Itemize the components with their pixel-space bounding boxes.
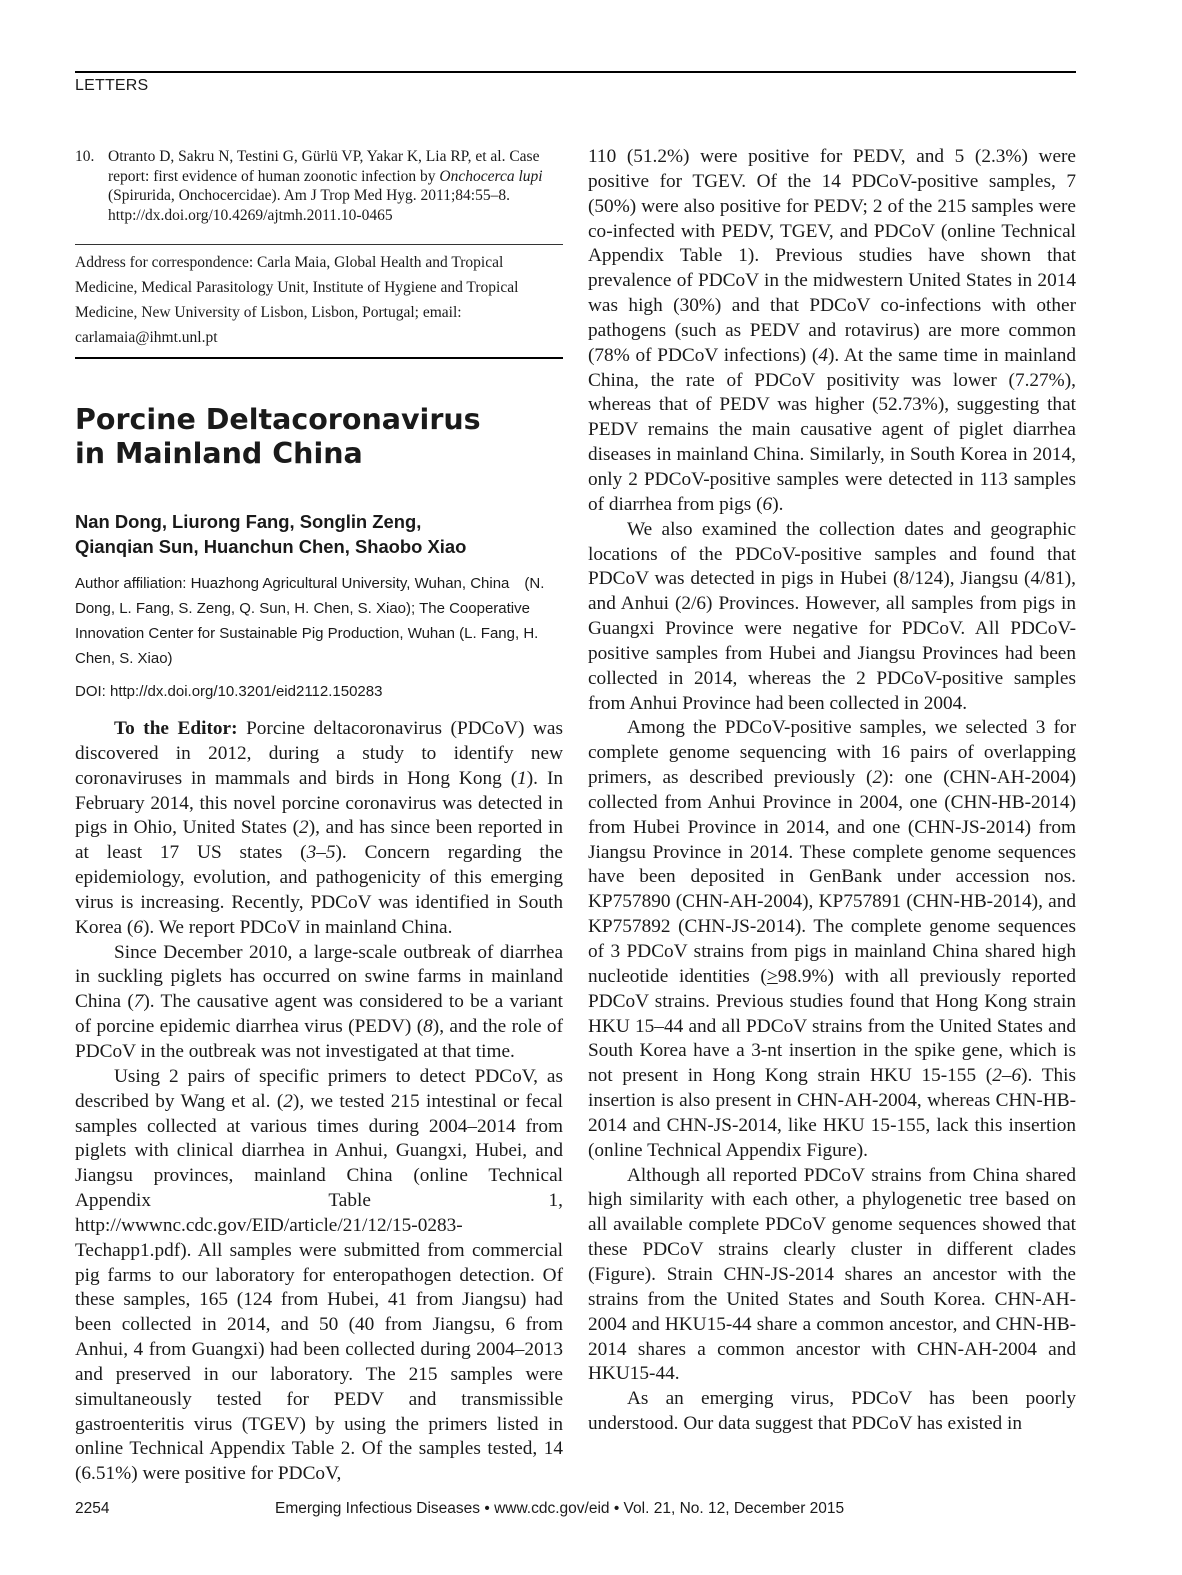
to-the-editor-lead: To the Editor: (114, 718, 238, 739)
article-doi: DOI: http://dx.doi.org/10.3201/eid2112.150283 (75, 683, 383, 700)
body-column-right (588, 145, 1076, 1437)
author-affiliation: Author affiliation: Huazhong Agricultural University, Wuhan, China (N. Dong, L. Fang, S. Zeng, Q. Sun, H. Chen, S. Xiao); The Cooperative Innovation Center for Sustainable Pig Production, Wuhan (L. Fang, H. Chen, S. Xiao) (75, 575, 545, 667)
body-paragraph: Since December 2010, a large-scale outbreak of diarrhea in suckling piglets has occurred on swine farms in mainland China (7). The causative agent was considered to be a variant of porcine epidemic diarrhea virus (PEDV) (8), and the role of PDCoV in the outbreak was not investigated at that time. (75, 941, 563, 1062)
body-paragraph: As an emerging virus, PDCoV has been poorly understood. Our data suggest that PDCoV has existed in (588, 1388, 1076, 1435)
body-paragraph: Among the PDCoV-positive samples, we selected 3 for complete genome sequencing with 16 pairs of overlapping primers, as described previously (2): one (CHN-AH-2004) collected from Anhui Province in 2004, one (CHN-HB-2014) from Hubei Province in 2014, and one (CHN-JS-2014) from Jiangsu Province in 2014. These complete genome sequences have been deposited in GenBank under accession nos. KP757890 (CHN-AH-2004), KP757891 (CHN-HB-2014), and KP757892 (CHN-JS-2014). The complete genome sequences of 3 PDCoV strains from pigs in mainland China shared high nucleotide identities (>98.9%) with all previously reported PDCoV strains. Previous studies found that Hong Kong strain HKU 15–44 and all PDCoV strains from the United States and South Korea have a 3-nt insertion in the spike gene, which is not present in Hong Kong strain HKU 15-155 (2–6). This insertion is also present in CHN-AH-2004, whereas CHN-HB-2014 and CHN-JS-2014, like HKU 15-155, lack this insertion (online Technical Appendix Figure). (588, 717, 1076, 1161)
p3-text-continued: 110 (51.2%) were positive for PEDV, and 5 (2.3%) were positive for TGEV. Of the 14 PDCoV-positive samples, 7 (50%) were also positive for PEDV; 2 of the 215 samples were co-infected with PEDV, TGEV, and PDCoV (online Technical Appendix Table 1). Previous studies have shown that prevalence of PDCoV in the midwestern United States in 2014 was high (30%) and that PDCoV co-infections with other pathogens (such as PEDV and rotavirus) are more common (78% of PDCoV infections) ( (588, 146, 1076, 366)
correspondence-divider-top (75, 244, 563, 245)
body-paragraph: We also examined the collection dates and geographic locations of the PDCoV-positive samples and found that PDCoV was detected in pigs in Hubei (8/124), Jiangsu (4/81), and Anhui (2/6) Provinces. However, all samples from pigs in Guangxi Province were negative for PDCoV. All PDCoV-positive samples from Hubei and Jiangsu Provinces had been collected in 2014, whereas the 2 PDCoV-positive samples from Anhui Province had been collected in 2004. (588, 518, 1076, 714)
reference-item (75, 147, 563, 225)
journal-footer: Emerging Infectious Diseases • www.cdc.gov/eid • Vol. 21, No. 12, December 2015 (275, 1500, 845, 1517)
reference-italic-species: Onchocerca lupi (439, 167, 543, 185)
article-title (75, 403, 563, 471)
page-number: 2254 (75, 1500, 110, 1517)
section-label: LETTERS (75, 77, 149, 94)
header-rule (75, 71, 1076, 73)
article-authors: Nan Dong, Liurong Fang, Songlin Zeng, Qianqian Sun, Huanchun Chen, Shaobo Xiao (75, 511, 467, 557)
correspondence-divider-bottom (75, 357, 563, 359)
p3-text-split: ), we tested 215 intestinal or fecal samples collected at various times during 2004–2014 from piglets with clinical diarrhea in Anhui, Guangxi, Hubei, and Jiangsu provinces, mainland China (online Technical Appendix Table 1, http://wwwnc.cdc.gov/EID/article/21/12/15-0283-Techapp1.pdf). All samples were submitted from commercial pig farms to our laboratory for enteropathogen detection. Of these samples, 165 (124 from Hubei, 41 from Jiangsu) had been collected in 2014, and 50 (40 from Jiangsu, 6 from Anhui, 4 from Guangxi) had been collected during 2004–2013 and preserved in our laboratory. The 215 samples were simultaneously tested for PEDV and transmissible gastroenteritis virus (TGEV) by using the primers listed in online Technical Appendix Table 2. Of the samples tested, 14 (6.51%) were positive for PDCoV, (75, 1090, 563, 1485)
article-title-line-2: in Mainland China (75, 437, 363, 470)
body-paragraph: Although all reported PDCoV strains from China shared high similarity with each other, a phylogenetic tree based on all available complete PDCoV genome sequences showed that these PDCoV strains clearly cluster in different clades (Figure). Strain CHN-JS-2014 shares an ancestor with the strains from the United States and South Korea. CHN-AH-2004 and HKU15-44 share a common ancestor, and CHN-HB-2014 shares a common ancestor with CHN-AH-2004 and HKU15-44. (588, 1164, 1076, 1385)
correspondence-address: Address for correspondence: Carla Maia, Global Health and Tropical Medicine, Medical Parasitology Unit, Institute of Hygiene and Tropical Medicine, New University of Lisbon, Lisbon, Portugal; email: carlamaia@ihmt.unl.pt (75, 254, 519, 346)
body-column-left (75, 717, 563, 1487)
body-paragraph: To the Editor: Porcine deltacoronavirus (PDCoV) was discovered in 2012, during a study to identify new coronaviruses in mammals and birds in Hong Kong (1). In February 2014, this novel porcine coronavirus was detected in pigs in Ohio, United States (2), and has since been reported in at least 17 US states (3–5). Concern regarding the epidemiology, evolution, and pathogenicity of this emerging virus is increasing. Recently, PDCoV was identified in South Korea (6). We report PDCoV in mainland China. (75, 718, 564, 938)
body-paragraph-continued: 110 (51.2%) were positive for PEDV, and 5 (2.3%) were positive for TGEV. Of the 14 PDCoV-positive samples, 7 (50%) were also positive for PEDV; 2 of the 215 samples were co-infected with PEDV, TGEV, and PDCoV (online Technical Appendix Table 1). Previous studies have shown that prevalence of PDCoV in the midwestern United States in 2014 was high (30%) and that PDCoV co-infections with other pathogens (such as PEDV and rotavirus) are more common (78% of PDCoV infections) (4). At the same time in mainland China, the rate of PDCoV positivity was lower (7.27%), whereas that of PEDV was higher (52.73%), suggesting that PEDV remains the main causative agent of piglet diarrhea diseases in mainland China. Similarly, in South Korea in 2014, only 2 PDCoV-positive samples were detected in 113 samples of diarrhea from pigs (6). (588, 146, 1076, 515)
reference-number: 10. (75, 148, 95, 165)
body-paragraph: Using 2 pairs of specific primers to detect PDCoV, as described by Wang et al. (2), we tested 215 intestinal or fecal samples collected at various times during 2004–2014 from piglets with clinical diarrhea in Anhui, Guangxi, Hubei, and Jiangsu provinces, mainland China (online Technical Appendix Table 1, http://wwwnc.cdc.gov/EID/article/21/12/15-0283-Techapp1.pdf). All samples were submitted from commercial pig farms to our laboratory for enteropathogen detection. Of these samples, 165 (124 from Hubei, 41 from Jiangsu) had been collected in 2014, and 50 (40 from Jiangsu, 6 from Anhui, 4 from Guangxi) had been collected during 2004–2013 and preserved in our laboratory. The 215 samples were simultaneously tested for PEDV and transmissible gastroenteritis virus (TGEV) by using the primers listed in online Technical Appendix Table 2. Of the samples tested, 14 (6.51%) were positive for PDCoV, (75, 1065, 563, 1485)
reference-text: Otranto D, Sakru N, Testini G, Gürlü VP, Yakar K, Lia RP, et al. Case report: first evidence of human zoonotic infection by Onchocerca lupi (Spirurida, Onchocercidae). Am J Trop Med Hyg. 2011;84:55–8. http://dx.doi.org/10.4269/ajtmh.2011.10-0465 (108, 148, 543, 224)
article-title-line-1: Porcine Deltacoronavirus (75, 403, 481, 436)
